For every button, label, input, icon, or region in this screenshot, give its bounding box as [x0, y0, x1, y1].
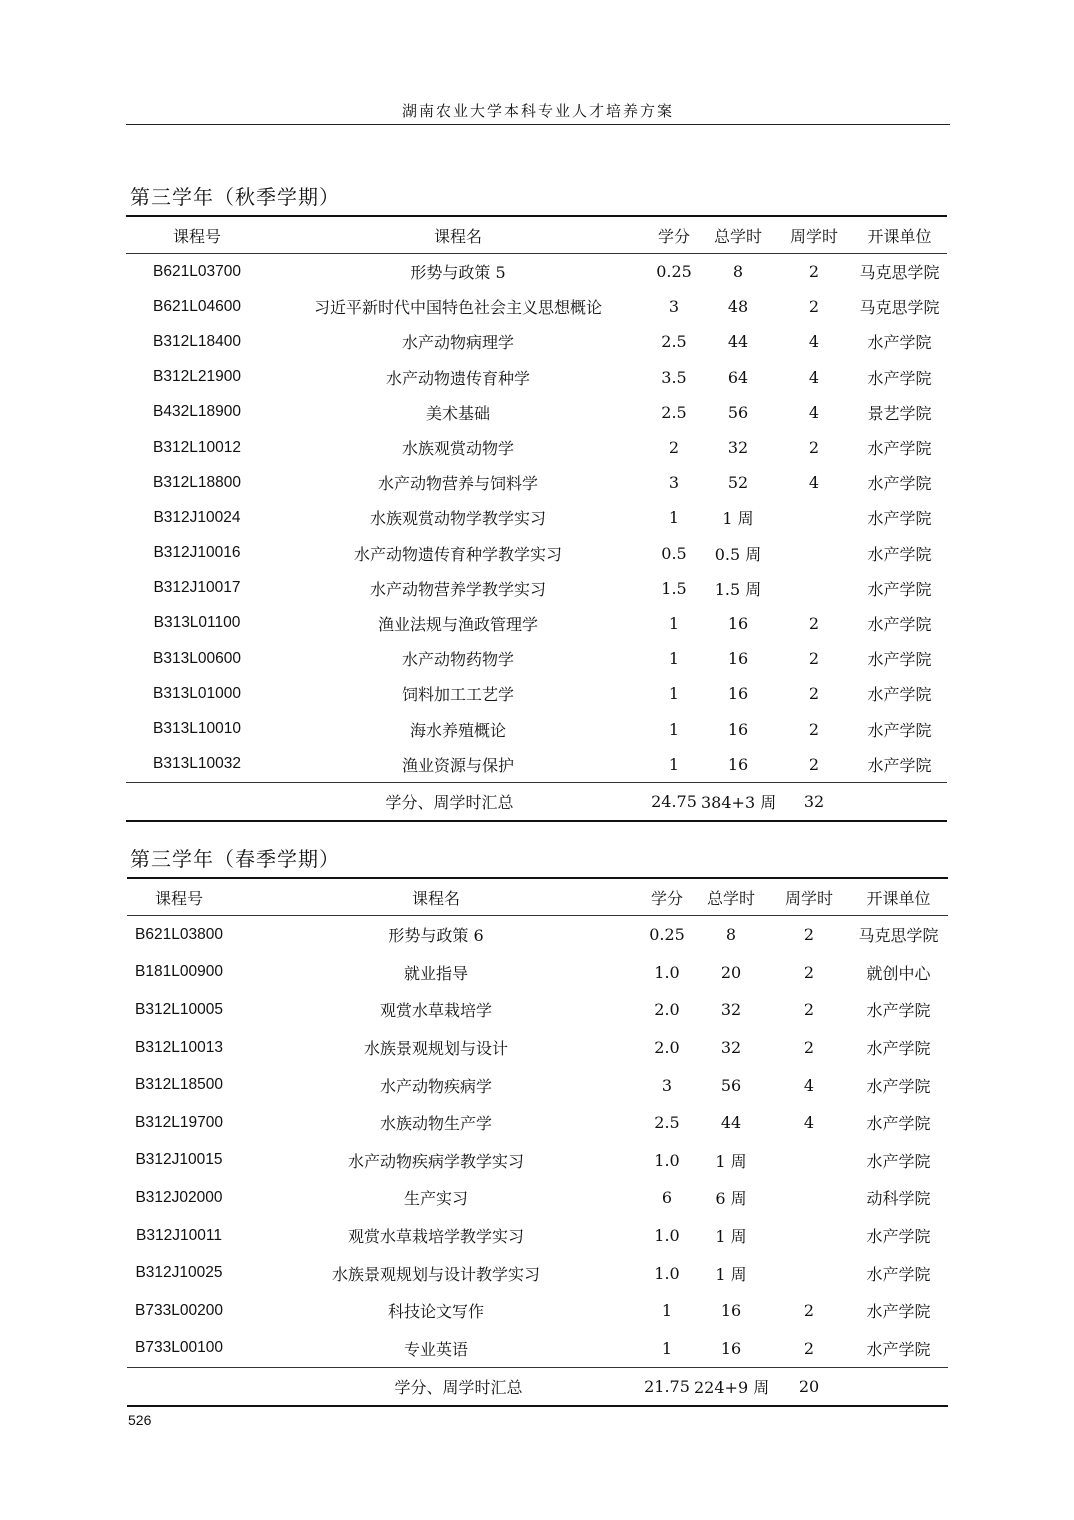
weekly-hours: 4 [808, 402, 820, 422]
course-name: 观赏水草栽培学教学实习 [347, 1227, 524, 1247]
table-row [127, 1330, 948, 1368]
course-name: 水族观赏动物学教学实习 [369, 509, 546, 529]
total-hours: 32 [720, 1038, 742, 1058]
table-row [127, 1179, 948, 1217]
table-row [126, 430, 947, 465]
course-code: B312L10013 [135, 1038, 223, 1056]
weekly-hours: 4 [808, 332, 820, 352]
weekly-hours: 2 [803, 1301, 815, 1321]
summary-label: 学分、周学时汇总 [385, 792, 514, 812]
column-header-weekly-hours: 周学时 [784, 888, 833, 908]
course-code: B312J10015 [135, 1151, 223, 1169]
weekly-hours: 2 [808, 297, 820, 317]
summary-label: 学分、周学时汇总 [394, 1378, 523, 1398]
summary-weekly-hours: 20 [798, 1377, 820, 1397]
department: 景艺学院 [867, 403, 932, 423]
column-header-credits: 学分 [657, 226, 690, 246]
weekly-hours: 2 [803, 925, 815, 945]
course-code: B312L18400 [153, 332, 241, 350]
credits: 3 [668, 297, 680, 317]
course-name: 水产动物遗传育种学教学实习 [353, 544, 562, 564]
table-row [127, 991, 948, 1029]
table-row [126, 500, 947, 535]
weekly-hours: 2 [808, 649, 820, 669]
total-hours: 16 [727, 684, 749, 704]
total-hours: 1.5 周 [714, 579, 762, 599]
summary-credits: 24.75 [651, 791, 697, 811]
table-row [127, 1142, 948, 1180]
table-row [126, 536, 947, 571]
total-hours: 52 [727, 473, 749, 493]
course-name: 就业指导 [403, 963, 468, 983]
credits: 3 [668, 473, 680, 493]
credits: 1 [668, 649, 680, 669]
course-name: 形势与政策 5 [410, 263, 506, 283]
course-code: B733L00100 [135, 1339, 223, 1357]
credits: 0.25 [649, 925, 685, 945]
weekly-hours [776, 536, 852, 571]
total-hours: 32 [727, 438, 749, 458]
course-table-autumn [126, 215, 947, 822]
weekly-hours: 4 [808, 473, 820, 493]
course-code: B312J10016 [153, 544, 241, 562]
department: 马克思学院 [858, 926, 939, 946]
course-name: 科技论文写作 [387, 1302, 484, 1322]
course-code: B312J10011 [136, 1226, 222, 1244]
total-hours: 8 [732, 262, 744, 282]
weekly-hours: 4 [803, 1075, 815, 1095]
department: 水产学院 [867, 579, 932, 599]
course-name: 水产动物药物学 [401, 650, 514, 670]
course-code: B312L18800 [153, 473, 241, 491]
course-code: B312J10025 [135, 1264, 223, 1282]
weekly-hours [769, 1142, 849, 1180]
credits: 2.5 [654, 1113, 680, 1133]
section-title-autumn: 第三学年（秋季学期） [130, 185, 340, 209]
department: 水产学院 [867, 439, 932, 459]
table-row [126, 641, 947, 676]
total-hours: 1 周 [722, 509, 754, 529]
total-hours: 0.5 周 [714, 544, 762, 564]
course-code: B621L04600 [153, 297, 241, 315]
credits: 1.0 [654, 1226, 680, 1246]
total-hours: 1 周 [715, 1151, 747, 1171]
table-row [127, 1029, 948, 1067]
credits: 1 [668, 684, 680, 704]
course-code: B733L00200 [135, 1301, 223, 1319]
credits: 3 [661, 1075, 673, 1095]
department: 马克思学院 [859, 263, 940, 283]
table-row [127, 1217, 948, 1255]
summary-total-hours: 224+9 周 [694, 1378, 770, 1398]
course-name: 水族观赏动物学 [401, 439, 514, 459]
course-name: 水族景观规划与设计教学实习 [331, 1264, 540, 1284]
credits: 1 [668, 613, 680, 633]
credits: 2.5 [661, 402, 687, 422]
credits: 0.5 [661, 543, 687, 563]
weekly-hours: 2 [808, 719, 820, 739]
department: 水产学院 [866, 1339, 931, 1359]
course-code: B621L03700 [153, 262, 241, 280]
total-hours: 64 [727, 367, 749, 387]
credits: 1 [668, 754, 680, 774]
department: 水产学院 [867, 614, 932, 634]
credits: 6 [661, 1188, 673, 1208]
table-row [127, 1254, 948, 1292]
course-name: 专业英语 [403, 1339, 468, 1359]
department: 水产学院 [866, 1001, 931, 1021]
summary-total-hours: 384+3 周 [701, 792, 777, 812]
course-name: 水产动物疾病学教学实习 [347, 1151, 524, 1171]
course-name: 饲料加工工艺学 [401, 685, 514, 705]
weekly-hours [769, 1217, 849, 1255]
course-code: B312L19700 [135, 1113, 223, 1131]
course-name: 观赏水草栽培学 [379, 1001, 492, 1021]
total-hours: 16 [727, 754, 749, 774]
course-name: 渔业法规与渔政管理学 [377, 614, 538, 634]
department: 水产学院 [867, 685, 932, 705]
summary-weekly-hours: 32 [803, 791, 825, 811]
summary-row [126, 782, 947, 821]
credits: 2.5 [661, 332, 687, 352]
weekly-hours: 2 [808, 438, 820, 458]
course-name: 生产实习 [403, 1189, 468, 1209]
credits: 1.0 [654, 962, 680, 982]
credits: 1.5 [661, 578, 687, 598]
department: 水产学院 [866, 1151, 931, 1171]
credits: 2 [668, 438, 680, 458]
total-hours: 8 [725, 925, 737, 945]
weekly-hours: 2 [808, 684, 820, 704]
table-row [127, 916, 948, 954]
weekly-hours [769, 1179, 849, 1217]
course-code: B312L21900 [153, 368, 241, 386]
weekly-hours: 2 [803, 1038, 815, 1058]
table-row [126, 360, 947, 395]
weekly-hours: 2 [803, 1338, 815, 1358]
department: 水产学院 [866, 1302, 931, 1322]
department: 水产学院 [867, 474, 932, 494]
table-row [126, 465, 947, 500]
course-name: 水产动物遗传育种学 [385, 368, 530, 388]
weekly-hours [769, 1254, 849, 1292]
credits: 1.0 [654, 1150, 680, 1170]
course-name: 水产动物病理学 [401, 333, 514, 353]
weekly-hours: 2 [803, 962, 815, 982]
credits: 1 [661, 1338, 673, 1358]
page-number: 526 [128, 1412, 152, 1428]
course-code: B312J10024 [153, 508, 241, 526]
department: 水产学院 [867, 650, 932, 670]
course-code: B312L10005 [135, 1000, 223, 1018]
table-row [127, 1066, 948, 1104]
weekly-hours [776, 571, 852, 606]
course-code: B181L00900 [135, 963, 223, 981]
table-row [126, 711, 947, 746]
credits: 1.0 [654, 1263, 680, 1283]
total-hours: 16 [720, 1301, 742, 1321]
column-header-code: 课程号 [172, 226, 221, 246]
course-name: 形势与政策 6 [388, 926, 484, 946]
total-hours: 16 [727, 649, 749, 669]
total-hours: 32 [720, 1000, 742, 1020]
credits: 2.0 [654, 1000, 680, 1020]
weekly-hours: 2 [808, 262, 820, 282]
course-name: 水族动物生产学 [379, 1114, 492, 1134]
department: 马克思学院 [859, 298, 940, 318]
table-row [126, 254, 947, 290]
column-header-department: 开课单位 [866, 888, 931, 908]
course-name: 海水养殖概论 [409, 720, 506, 740]
course-code: B313L01100 [153, 614, 241, 632]
column-header-name: 课程名 [433, 226, 482, 246]
total-hours: 16 [727, 613, 749, 633]
total-hours: 6 周 [715, 1189, 747, 1209]
table-row [126, 289, 947, 324]
course-code: B312L10012 [153, 438, 241, 456]
table-row [126, 606, 947, 641]
department: 水产学院 [866, 1039, 931, 1059]
course-code: B621L03800 [135, 925, 223, 943]
department: 水产学院 [867, 755, 932, 775]
course-name: 水产动物营养与饲料学 [377, 474, 538, 494]
course-code: B312J02000 [135, 1188, 223, 1206]
section-title-spring: 第三学年（春季学期） [130, 847, 340, 871]
table-header-row [126, 216, 947, 254]
credits: 1 [661, 1301, 673, 1321]
department: 水产学院 [867, 544, 932, 564]
table-row [127, 954, 948, 992]
table-row [126, 747, 947, 783]
credits: 1 [668, 719, 680, 739]
course-code: B312J10017 [153, 579, 241, 597]
credits: 0.25 [656, 262, 692, 282]
column-header-weekly-hours: 周学时 [789, 226, 838, 246]
course-name: 水产动物营养学教学实习 [369, 579, 546, 599]
weekly-hours: 4 [808, 367, 820, 387]
table-row [126, 395, 947, 430]
department: 水产学院 [867, 368, 932, 388]
department: 动科学院 [866, 1189, 931, 1209]
weekly-hours: 2 [808, 613, 820, 633]
department: 水产学院 [866, 1264, 931, 1284]
course-name: 习近平新时代中国特色社会主义思想概论 [313, 298, 602, 318]
credits: 2.0 [654, 1038, 680, 1058]
credits: 3.5 [661, 367, 687, 387]
total-hours: 16 [727, 719, 749, 739]
course-code: B313L10010 [153, 720, 241, 738]
total-hours: 44 [727, 332, 749, 352]
total-hours: 56 [720, 1075, 742, 1095]
course-code: B313L01000 [153, 684, 241, 702]
table-header-row [127, 878, 948, 916]
course-name: 美术基础 [425, 403, 490, 423]
running-header: 湖南农业大学本科专业人才培养方案 [126, 100, 950, 125]
department: 就创中心 [866, 963, 931, 983]
department: 水产学院 [867, 720, 932, 740]
summary-credits: 21.75 [644, 1377, 690, 1397]
weekly-hours [776, 500, 852, 535]
course-table-spring [127, 877, 948, 1407]
total-hours: 56 [727, 402, 749, 422]
weekly-hours: 4 [803, 1113, 815, 1133]
table-row [126, 571, 947, 606]
course-code: B313L00600 [153, 649, 241, 667]
department: 水产学院 [866, 1076, 931, 1096]
summary-row [127, 1368, 948, 1407]
credits: 1 [668, 508, 680, 528]
table-row [126, 676, 947, 711]
department: 水产学院 [866, 1114, 931, 1134]
column-header-credits: 学分 [650, 888, 683, 908]
department: 水产学院 [866, 1227, 931, 1247]
weekly-hours: 2 [808, 754, 820, 774]
column-header-code: 课程号 [154, 888, 203, 908]
total-hours: 1 周 [715, 1264, 747, 1284]
total-hours: 48 [727, 297, 749, 317]
course-name: 水族景观规划与设计 [363, 1039, 508, 1059]
course-code: B432L18900 [153, 403, 241, 421]
course-name: 水产动物疾病学 [379, 1076, 492, 1096]
weekly-hours: 2 [803, 1000, 815, 1020]
column-header-total-hours: 总学时 [713, 226, 762, 246]
column-header-total-hours: 总学时 [706, 888, 755, 908]
total-hours: 20 [720, 962, 742, 982]
course-name: 渔业资源与保护 [401, 755, 514, 775]
total-hours: 44 [720, 1113, 742, 1133]
course-code: B312L18500 [135, 1076, 223, 1094]
table-row [127, 1292, 948, 1330]
table-row [127, 1104, 948, 1142]
total-hours: 16 [720, 1338, 742, 1358]
department: 水产学院 [867, 509, 932, 529]
table-row [126, 324, 947, 359]
total-hours: 1 周 [715, 1227, 747, 1247]
column-header-name: 课程名 [411, 888, 460, 908]
course-code: B313L10032 [153, 755, 241, 773]
column-header-department: 开课单位 [867, 226, 932, 246]
department: 水产学院 [867, 333, 932, 353]
